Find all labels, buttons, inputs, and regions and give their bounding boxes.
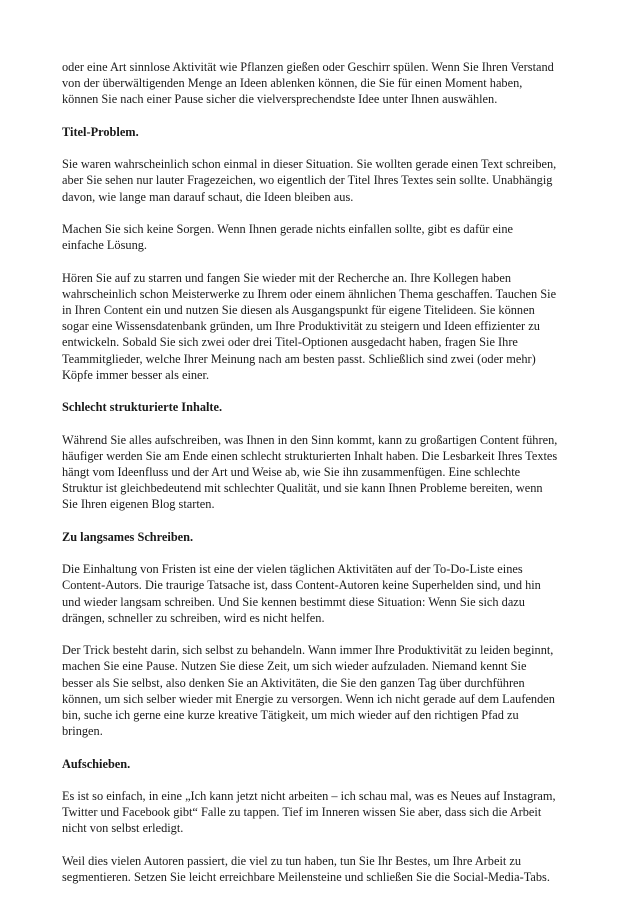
- text-line: Titel-Problem.: [62, 124, 139, 139]
- section-heading: [62, 399, 582, 415]
- text-line: Sie Ihren eigenen Blog starten.: [62, 497, 215, 512]
- text-line: oder eine Art sinnlose Aktivität wie Pflanzen gießen oder Geschirr spülen. Wenn Sie Ihren Verstand: [62, 60, 554, 74]
- text-line: Die Einhaltung von Fristen ist eine der vielen täglichen Aktivitäten auf der To-Do-Liste eines: [62, 562, 523, 577]
- text-line: drängen, schneller zu schreiben, wird es nicht helfen.: [62, 610, 325, 625]
- text-line: machen Sie eine Pause. Nutzen Sie diese Zeit, um sich wieder aufzuladen. Niemand kennt Sie: [62, 659, 527, 674]
- body-paragraph: [62, 561, 582, 626]
- text-line: hängt vom Ideenfluss und der Art und Weise ab, wie Sie ihn zusammenfügen. Eine schlechte: [62, 464, 521, 479]
- text-line: Hören Sie auf zu starren und fangen Sie wieder mit der Recherche an. Ihre Kollegen haben: [62, 270, 511, 285]
- text-line: und wieder langsam schreiben. Und Sie kennen bestimmt diese Situation: Wenn Sie sich dazu: [62, 594, 525, 609]
- document-body: [62, 59, 582, 885]
- text-line: Sie waren wahrscheinlich schon einmal in dieser Situation. Sie wollten gerade einen Text schreiben,: [62, 157, 557, 172]
- text-line: Schlecht strukturierte Inhalte.: [62, 400, 223, 415]
- text-line: häufiger werden Sie am Ende einen schlecht strukturierten Inhalt haben. Die Lesbarkeit Ihres Textes: [62, 448, 558, 463]
- text-line: Twitter und Facebook gibt“ Falle zu tappen. Tief im Inneren wissen Sie aber, dass sich die Arbeit: [62, 805, 542, 820]
- text-line: Köpfe immer besser als einer.: [62, 367, 210, 382]
- text-line: Content-Autors. Die traurige Tatsache ist, dass Content-Autoren keine Superhelden sind, und hin: [62, 578, 541, 593]
- section-heading: [62, 529, 582, 545]
- text-line: Struktur ist gleichbedeutend mit schlechter Qualität, und sie kann Ihnen Probleme bereiten, wenn: [62, 481, 543, 496]
- body-paragraph: [62, 156, 582, 205]
- text-line: wahrscheinlich schon Meisterwerke zu Ihrem oder einem ähnlichen Thema geschaffen. Tauchen Sie: [62, 286, 557, 301]
- text-line: Es ist so einfach, in eine „Ich kann jetzt nicht arbeiten – ich schau mal, was es Neues auf Instagram,: [62, 788, 556, 803]
- body-paragraph: [62, 432, 582, 513]
- text-line: nicht von selbst erledigt.: [62, 821, 184, 836]
- text-line: bringen.: [62, 724, 103, 739]
- text-line: Während Sie alles aufschreiben, was Ihnen in den Sinn kommt, kann zu großartigen Content führen,: [62, 432, 558, 447]
- text-line: können, um sich selber wieder mit Energie zu versorgen. Wenn ich nicht gerade auf dem Laufenden: [62, 691, 555, 706]
- text-line: aber Sie sehen nur lauter Fragezeichen, wo eigentlich der Titel Ihres Textes sein sollte. Unabhängig: [62, 173, 553, 188]
- section-heading: [62, 124, 582, 140]
- text-line: besser als Sie selbst, also denken Sie an Aktivitäten, die Sie den ganzen Tag über durchführen: [62, 675, 525, 690]
- text-line: bin, suche ich gerne eine kurze kreative Tätigkeit, um mich wieder auf den richtigen Pfad zu: [62, 707, 519, 722]
- text-line: von der überwältigenden Menge an Ideen ablenken können, die Sie für einen Moment haben,: [62, 76, 523, 91]
- body-paragraph: [62, 788, 582, 837]
- text-line: Machen Sie sich keine Sorgen. Wenn Ihnen gerade nichts einfallen sollte, gibt es dafür eine: [62, 221, 514, 236]
- text-line: entwickeln. Sobald Sie sich zwei oder drei Titel-Optionen ausgedacht haben, fragen Sie Ihre: [62, 335, 518, 350]
- section-heading: [62, 756, 582, 772]
- text-line: einfache Lösung.: [62, 238, 148, 253]
- body-paragraph: [62, 642, 582, 739]
- text-line: Teammitglieder, welche Ihrer Meinung nach am besten passt. Schließlich sind zwei (oder mehr): [62, 351, 536, 366]
- body-paragraph: [62, 270, 582, 383]
- text-line: in Ihren Content ein und nutzen Sie diesen als Ausgangspunkt für eigene Titelideen. Sie können: [62, 302, 535, 317]
- text-line: Weil dies vielen Autoren passiert, die viel zu tun haben, tun Sie Ihr Bestes, um Ihre Arbeit zu: [62, 853, 522, 868]
- text-line: können Sie nach einer Pause sicher die vielversprechendste Idee unter Ihnen auswählen.: [62, 92, 498, 107]
- text-line: sogar eine Wissensdatenbank gründen, um Ihre Produktivität zu steigern und Ideen effizienter zu: [62, 319, 540, 334]
- text-line: Zu langsames Schreiben.: [62, 529, 194, 544]
- text-line: Aufschieben.: [62, 756, 131, 771]
- text-line: Der Trick besteht darin, sich selbst zu behandeln. Wann immer Ihre Produktivität zu leiden beginnt,: [62, 643, 554, 658]
- body-paragraph: [62, 59, 582, 108]
- body-paragraph: [62, 221, 582, 253]
- text-line: davon, wie lange man darauf schaut, die Ideen bleiben aus.: [62, 189, 354, 204]
- text-line: segmentieren. Setzen Sie leicht erreichbare Meilensteine und schließen Sie die Social-Media-Tabs.: [62, 869, 550, 884]
- body-paragraph: [62, 853, 582, 885]
